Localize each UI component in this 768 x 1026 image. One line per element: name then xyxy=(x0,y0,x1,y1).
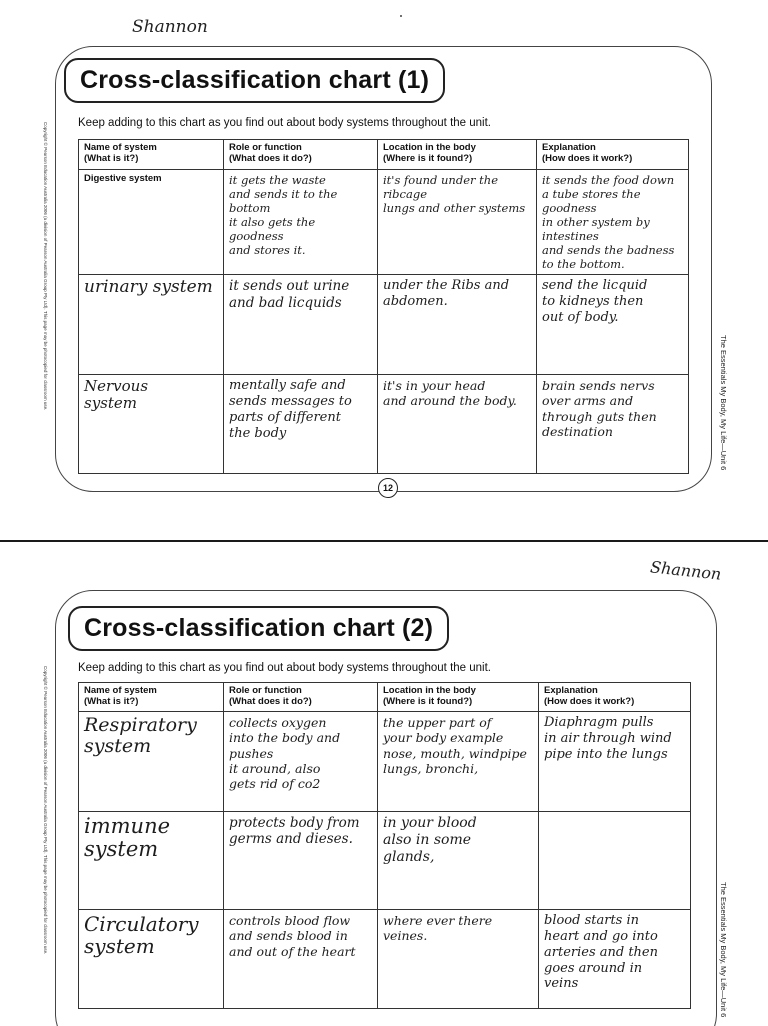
copyright-notice: Copyright © Pearson Education Australia 2006 (a division of Pearson Australia Group Pty Ltd). This page may be photocopied for classroom use. xyxy=(43,666,48,955)
system-cell: Circulatory system xyxy=(79,910,224,1009)
explanation-cell: brain sends nervs over arms and through guts then destination xyxy=(537,375,689,474)
table-row xyxy=(79,170,689,275)
classification-table xyxy=(78,139,689,474)
table-row xyxy=(79,712,691,812)
system-cell xyxy=(79,170,224,275)
location-cell: the upper part of your body example nose, mouth, windpipe lungs, bronchi, xyxy=(378,712,539,812)
header-role: Role or function (What does it do?) xyxy=(224,683,378,712)
student-name: Shannon xyxy=(132,17,208,37)
location-cell: it's in your head and around the body. xyxy=(378,375,537,474)
title-box xyxy=(68,606,449,651)
role-cell: mentally safe and sends messages to parts of different the body xyxy=(224,375,378,474)
explanation-cell: it sends the food down a tube stores the goodness in other system by intestines and sends the badness to the bottom. xyxy=(537,170,689,275)
explanation-cell: blood starts in heart and go into arteries and then goes around in veins xyxy=(539,910,691,1009)
explanation-cell: Diaphragm pulls in air through wind pipe into the lungs xyxy=(539,712,691,812)
instruction-text: Keep adding to this chart as you find out about body systems throughout the unit. xyxy=(78,662,491,674)
system-cell: Respiratory system xyxy=(79,712,224,812)
role-cell: it gets the waste and sends it to the bottom it also gets the goodness and stores it. xyxy=(224,170,378,275)
table-header-row xyxy=(79,140,689,170)
header-role: Role or function (What does it do?) xyxy=(224,140,378,170)
chart-title: Cross-classification chart (2) xyxy=(84,614,434,642)
chart-title: Cross-classification chart (1) xyxy=(80,66,430,94)
copyright-notice: Copyright © Pearson Education Australia 2006 (a division of Pearson Australia Group Pty Ltd). This page may be photocopied for classroom use. xyxy=(43,122,48,411)
location-cell: in your blood also in some glands, xyxy=(378,812,539,910)
location-cell: it's found under the ribcage lungs and other systems xyxy=(378,170,537,275)
system-cell: immune system xyxy=(79,812,224,910)
system-cell: urinary system xyxy=(79,275,224,375)
student-name: Shannon xyxy=(649,557,723,584)
header-name: Name of system (What is it?) xyxy=(79,683,224,712)
title-box xyxy=(64,58,445,103)
table-header-row xyxy=(79,683,691,712)
printed-system-name: Digestive system xyxy=(84,173,162,184)
explanation-cell: send the licquid to kidneys then out of body. xyxy=(537,275,689,375)
table-row xyxy=(79,812,691,910)
system-cell: Nervous system xyxy=(79,375,224,474)
location-cell: under the Ribs and abdomen. xyxy=(378,275,537,375)
role-cell: protects body from germs and dieses. xyxy=(224,812,378,910)
header-explanation: Explanation (How does it work?) xyxy=(539,683,691,712)
classification-table xyxy=(78,682,691,1009)
header-name: Name of system (What is it?) xyxy=(79,140,224,170)
table-row xyxy=(79,375,689,474)
header-explanation: Explanation (How does it work?) xyxy=(537,140,689,170)
role-cell: it sends out urine and bad licquids xyxy=(224,275,378,375)
role-cell: controls blood flow and sends blood in and out of the heart xyxy=(224,910,378,1009)
header-location: Location in the body (Where is it found?) xyxy=(378,140,537,170)
header-location: Location in the body (Where is it found?) xyxy=(378,683,539,712)
table-row xyxy=(79,910,691,1009)
location-cell: where ever there veines. xyxy=(378,910,539,1009)
table-row xyxy=(79,275,689,375)
worksheet-page-2 xyxy=(0,540,768,1026)
book-side-title: The Essentials My Body, My Life—Unit 6 xyxy=(719,335,728,471)
role-cell: collects oxygen into the body and pushes it around, also gets rid of co2 xyxy=(224,712,378,812)
instruction-text: Keep adding to this chart as you find out about body systems throughout the unit. xyxy=(78,117,491,129)
page-number: 12 xyxy=(378,478,398,498)
explanation-cell xyxy=(539,812,691,910)
book-side-title: The Essentials My Body, My Life—Unit 6 xyxy=(719,882,728,1018)
